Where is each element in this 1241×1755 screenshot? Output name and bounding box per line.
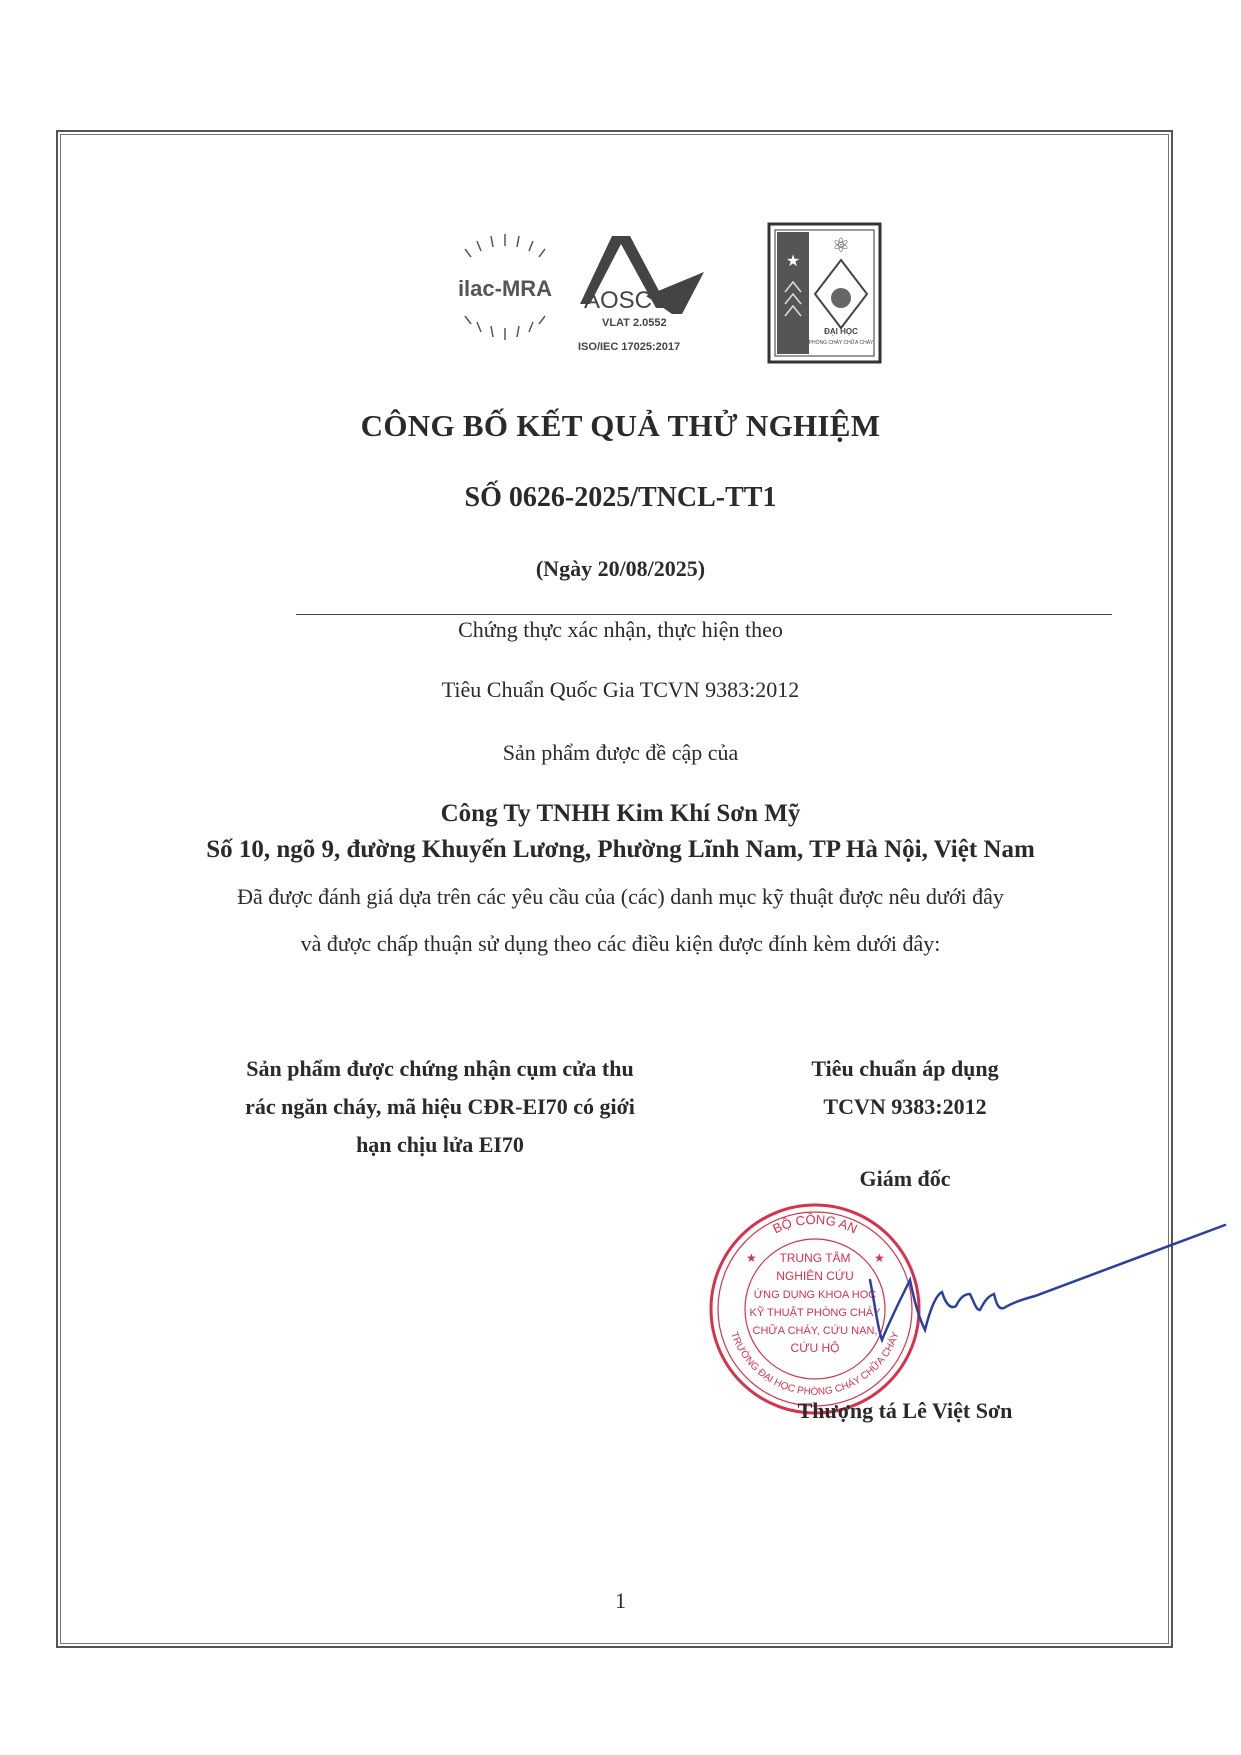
page-number: 1 <box>615 1588 626 1613</box>
standard-label: Tiêu chuẩn áp dụng <box>811 1056 999 1081</box>
ilac-mra-logo <box>443 232 567 342</box>
company-address: Số 10, ngõ 9, đường Khuyến Lương, Phường Lĩnh Nam, TP Hà Nội, Việt Nam <box>206 836 1035 863</box>
evaluation-text-1: Đã được đánh giá dựa trên các yêu cầu của (các) danh mục kỹ thuật được nêu dưới đây <box>237 884 1004 909</box>
product-line-2: rác ngăn cháy, mã hiệu CĐR-EI70 có giới <box>245 1094 635 1119</box>
aosc-logo <box>572 228 707 358</box>
company-name: Công Ty TNHH Kim Khí Sơn Mỹ <box>440 800 801 827</box>
aosc-text: AOSC <box>584 287 653 314</box>
standard-value: TCVN 9383:2012 <box>823 1094 987 1119</box>
aosc-iso: ISO/IEC 17025:2017 <box>578 341 681 353</box>
stamp-line-2: NGHIÊN CỨU <box>776 1269 854 1283</box>
university-text: ĐẠI HỌC <box>824 327 858 336</box>
document-date: (Ngày 20/08/2025) <box>535 556 706 581</box>
signer-name: Thượng tá Lê Việt Sơn <box>797 1398 1013 1423</box>
applied-standard <box>765 1050 1045 1126</box>
signature <box>830 1210 1230 1360</box>
product-line-3: hạn chịu lửa EI70 <box>356 1132 524 1157</box>
stamp-line-1: TRUNG TÂM <box>779 1251 851 1265</box>
document-title: CÔNG BỐ KẾT QUẢ THỬ NGHIỆM <box>360 408 881 443</box>
svg-text:★: ★ <box>785 253 801 270</box>
university-subtext: PHÒNG CHÁY CHỮA CHÁY <box>808 340 874 346</box>
svg-text:★: ★ <box>746 1251 757 1265</box>
stamp-line-4: KỸ THUẬT PHÒNG CHÁY <box>749 1307 881 1319</box>
stamp-outer-top: BỘ CÔNG AN <box>770 1211 860 1237</box>
stamp-line-6: CỨU HỘ <box>790 1341 840 1355</box>
svg-text:★: ★ <box>874 1251 885 1265</box>
document-number: SỐ 0626-2025/TNCL-TT1 <box>464 482 777 513</box>
stamp-line-3: ỨNG DỤNG KHOA HỌC <box>753 1289 877 1301</box>
product-line-1: Sản phẩm được chứng nhận cụm cửa thu <box>246 1056 634 1081</box>
signer-role: Giám đốc <box>859 1166 951 1191</box>
product-description <box>180 1050 700 1164</box>
intro-line-2: Tiêu Chuẩn Quốc Gia TCVN 9383:2012 <box>441 677 800 702</box>
stamp-line-5: CHỮA CHÁY, CỨU NẠN, <box>752 1325 878 1337</box>
aosc-vlat: VLAT 2.0552 <box>602 317 667 329</box>
stamp-outer-bottom: TRƯỜNG ĐẠI HỌC PHÒNG CHÁY CHỮA CHÁY <box>728 1330 902 1398</box>
intro-line-3: Sản phẩm được đề cập của <box>502 740 739 765</box>
title-divider <box>296 614 1112 615</box>
university-logo <box>767 222 882 364</box>
ilac-text: ilac-MRA <box>457 276 553 301</box>
svg-text:⚛: ⚛ <box>832 235 850 257</box>
evaluation-text-2: và được chấp thuận sử dụng theo các điều kiện được đính kèm dưới đây: <box>300 931 941 956</box>
intro-line-1: Chứng thực xác nhận, thực hiện theo <box>458 617 783 642</box>
